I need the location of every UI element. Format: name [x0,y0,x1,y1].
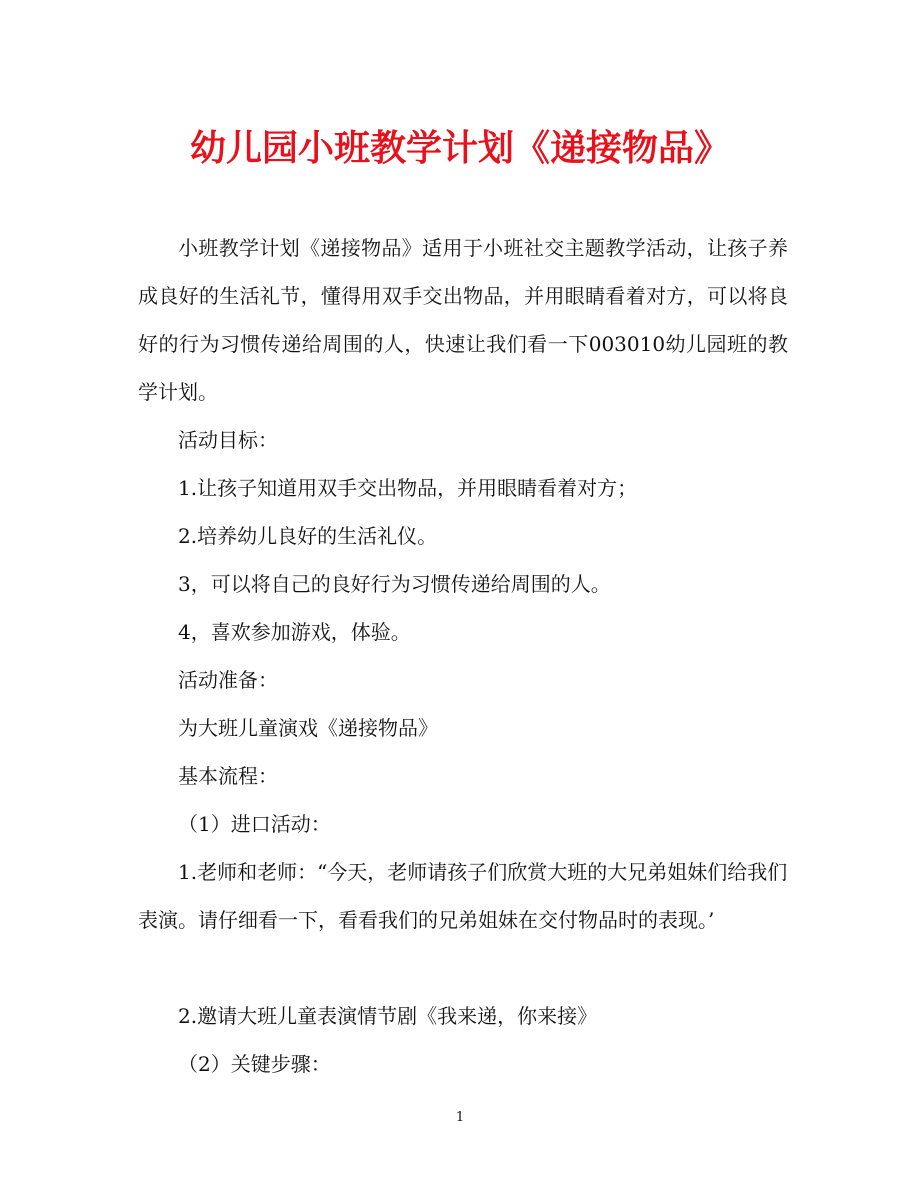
document-title: 幼儿园小班教学计划《递接物品》 [189,128,730,169]
step-2-heading: （2）关键步骤： [178,1052,331,1076]
preparation-heading: 活动准备： [178,668,278,692]
page-number: 1 [455,1110,465,1125]
flow-heading: 基本流程： [178,764,278,788]
step-1-heading: （1）进口活动： [178,812,331,836]
goal-item-3: 3，可以将自己的良好行为习惯传递给周围的人。 [178,572,611,596]
goals-heading: 活动目标： [178,428,278,452]
preparation-text: 为大班儿童演戏《递接物品》 [178,716,438,740]
goal-item-2: 2.培养幼儿良好的生活礼仪。 [178,524,438,548]
goal-item-1: 1.让孩子知道用双手交出物品，并用眼睛看着对方； [178,476,638,500]
goal-item-4: 4，喜欢参加游戏，体验。 [178,620,411,644]
step-1-item-1: 1.老师和老师：“今天，老师请孩子们欣赏大班的大兄弟姐妹们给我们表演。请仔细看一下，看看我们的兄弟姐妹在交付物品时的表现。’ [138,860,788,932]
intro-paragraph: 小班教学计划《递接物品》适用于小班社交主题教学活动，让孩子养成良好的生活礼节，懂得用双手交出物品，并用眼睛看着对方，可以将良好的行为习惯传递给周围的人，快速让我们看一下003010幼儿园班的教学计划。 [138,236,788,404]
step-1-item-2: 2.邀请大班儿童表演情节剧《我来递，你来接》 [178,1004,598,1028]
